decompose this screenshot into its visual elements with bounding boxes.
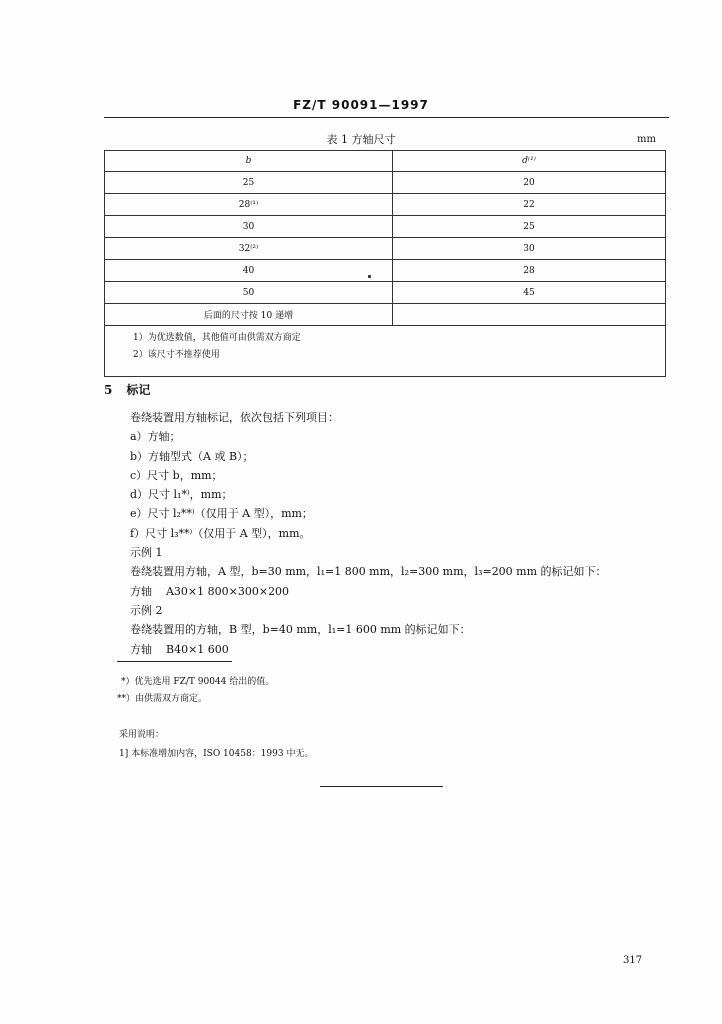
column-header-b: b: [105, 151, 393, 172]
adoption-note: [119, 726, 313, 764]
standard-id-header: FZ/T 90091—1997: [293, 98, 429, 112]
table-notes: [105, 326, 666, 377]
table-row: [105, 194, 666, 216]
body-line: 卷绕装置用方轴标记，依次包括下列项目：: [130, 411, 339, 424]
scan-speck: [368, 275, 371, 278]
table-row: [105, 260, 666, 282]
section-number: 5: [104, 383, 113, 397]
table-notes-row: [105, 326, 666, 377]
list-item: f）尺寸 l₃**⁾（仅用于 A 型），mm。: [130, 526, 311, 540]
table-header-row: [105, 151, 666, 172]
footnote-rule: [117, 661, 232, 662]
cell-d: [393, 304, 666, 326]
example-heading: 示例 2: [130, 603, 163, 617]
cell-b: 32⁽²⁾: [105, 238, 393, 260]
table-row: [105, 238, 666, 260]
table-note: 1）为优选数值，其他值可由供需双方商定: [133, 333, 301, 343]
cell-b: 30: [105, 216, 393, 238]
cell-d: 30: [393, 238, 666, 260]
header-rule: [104, 117, 669, 118]
cell-d: 20: [393, 172, 666, 194]
cell-b: 后面的尺寸按 10 递增: [105, 304, 393, 326]
adoption-label: 采用说明：: [119, 730, 165, 740]
cell-b: 40: [105, 260, 393, 282]
marking-example: 方轴 B40×1 600: [130, 642, 229, 656]
page-number: 317: [623, 955, 643, 966]
cell-b: 28⁽¹⁾: [105, 194, 393, 216]
list-item: b）方轴型式（A 或 B）；: [130, 449, 254, 463]
list-item: d）尺寸 l₁*⁾，mm；: [130, 488, 233, 502]
footnote: *）优先选用 FZ/T 90044 给出的值。: [121, 677, 275, 687]
cell-d: 25: [393, 216, 666, 238]
cell-d: 45: [393, 282, 666, 304]
column-header-d: d⁽¹⁾: [393, 151, 666, 172]
cell-b: 25: [105, 172, 393, 194]
footnote: **）由供需双方商定。: [117, 694, 208, 704]
adoption-text: 1] 本标准增加内容，ISO 10458：1993 中无。: [119, 749, 314, 759]
body-line: 卷绕装置用方轴，A 型，b=30 mm，l₁=1 800 mm，l₂=300 mm，l₃=200 mm 的标记如下：: [130, 565, 607, 579]
body-line: 卷绕装置用的方轴，B 型，b=40 mm，l₁=1 600 mm 的标记如下：: [130, 623, 471, 637]
cell-d: 22: [393, 194, 666, 216]
marking-example: 方轴 A30×1 800×300×200: [130, 584, 290, 598]
table-caption: 表 1 方轴尺寸: [326, 133, 396, 146]
list-item: e）尺寸 l₂**⁾（仅用于 A 型），mm；: [130, 507, 313, 521]
table-row: [105, 304, 666, 326]
section-heading: [104, 381, 150, 398]
end-rule: [320, 786, 443, 787]
cell-b: 50: [105, 282, 393, 304]
example-heading: 示例 1: [130, 546, 163, 560]
table-row: [105, 282, 666, 304]
table-row: [105, 172, 666, 194]
list-item: a）方轴；: [130, 430, 181, 444]
table-unit: mm: [637, 134, 656, 145]
list-item: c）尺寸 b，mm；: [130, 468, 223, 482]
table-note: 2）该尺寸不推荐使用: [133, 350, 220, 360]
table-row: [105, 216, 666, 238]
section-title: 标记: [126, 383, 151, 397]
cell-d: 28: [393, 260, 666, 282]
section-body: [130, 408, 607, 659]
footnotes: [117, 674, 274, 708]
square-shaft-dimension-table: [104, 150, 666, 377]
